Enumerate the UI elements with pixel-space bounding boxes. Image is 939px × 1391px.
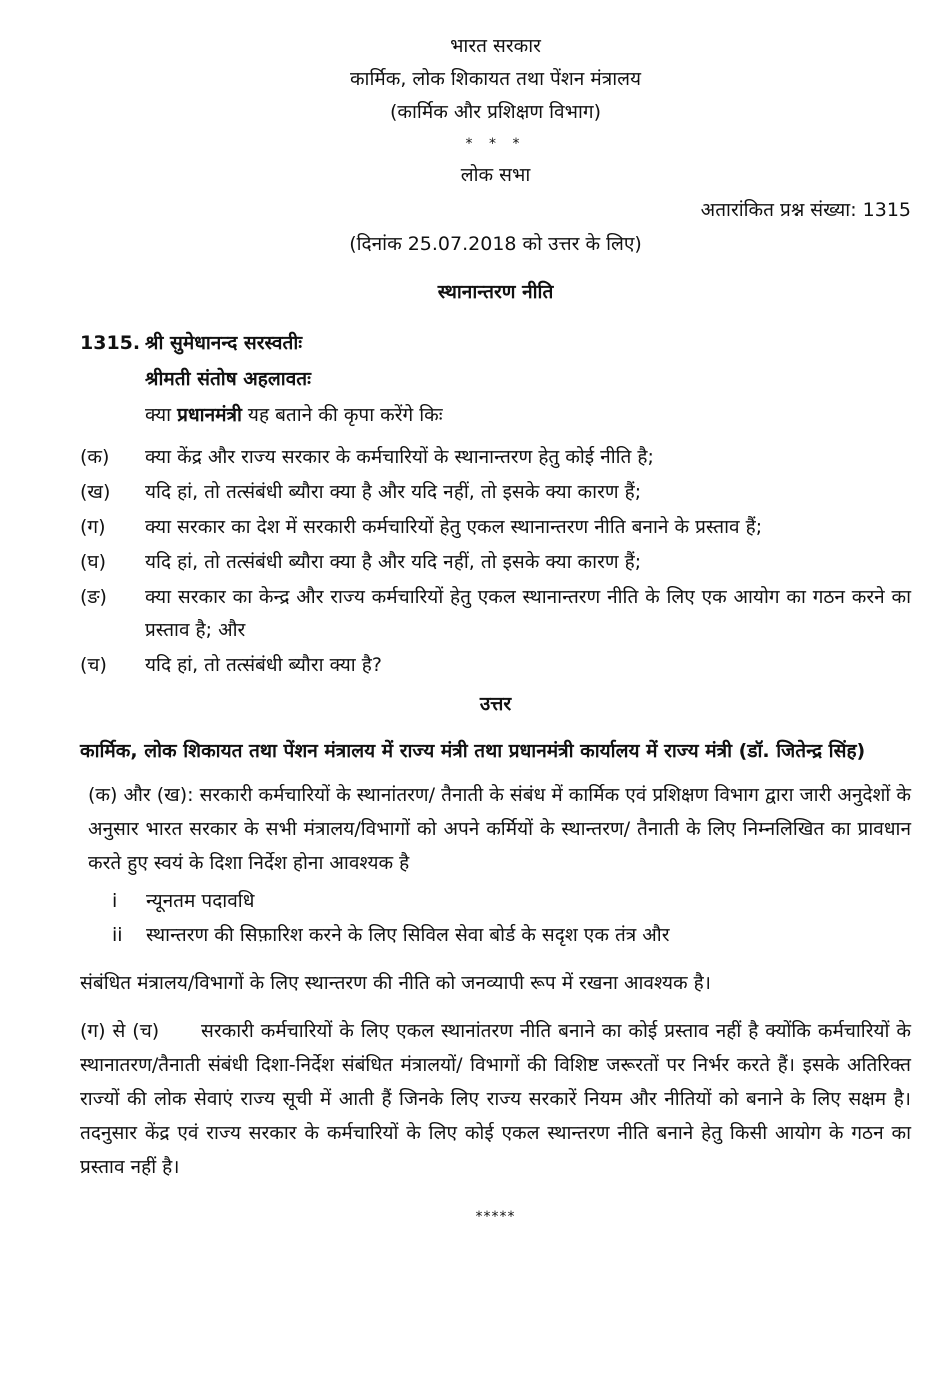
answer-paragraph-3: (ग) से (च) सरकारी कर्मचारियों के लिए एकल स्थानांतरण नीति बनाने का कोई प्रस्ताव नहीं है क्योंकि कर्मचारियों के स्थानातरण/तैनाती संबंधी दिशा-निर्देश संबंधित मंत्रालयों/ विभागों की विशिष्ट जरूरतों पर निर्भर करते हैं। इसके अतिरिक्त राज्यों की लोक सेवाएं राज्य सूची में आती हैं जिनके लिए राज्य सरकारें नियम और नीतियों को बनाने के लिए सक्षम है। तदनुसार केंद्र एवं राज्य सरकार के कर्मचारियों के लिए कोई एकल स्थान्तरण नीति बनाने हेतु किसी आयोग के गठन का प्रस्ताव नहीं है। [80, 1020, 918, 1178]
list-item [112, 918, 911, 952]
part-text: क्या केंद्र और राज्य सरकार के कर्मचारियों के स्थानान्तरण हेतु कोई नीति है; [145, 446, 654, 468]
question-part [80, 649, 911, 682]
question-intro: क्या प्रधानमंत्री यह बताने की कृपा करेंगे किः [145, 404, 443, 426]
question-part [80, 546, 911, 579]
answer-paragraph-2: संबंधित मंत्रालय/विभागों के लिए स्थान्तरण की नीति को जनव्यापी रूप में रखना आवश्यक है। [80, 972, 711, 994]
member-name-1: श्री सुमेधानन्द सरस्वतीः [145, 332, 303, 354]
part-text: यदि हां, तो तत्संबंधी ब्यौरा क्या है और यदि नहीं, तो इसके क्या कारण हैं; [145, 481, 642, 503]
answer-date-line: (दिनांक 25.07.2018 को उत्तर के लिए) [349, 233, 642, 255]
part-text: यदि हां, तो तत्संबंधी ब्यौरा क्या है? [145, 654, 382, 676]
government-title: भारत सरकार [450, 35, 541, 57]
minister-name: कार्मिक, लोक शिकायत तथा पेंशन मंत्रालय में राज्य मंत्री तथा प्रधानमंत्री कार्यालय में राज्य मंत्री (डॉ. जितेन्द्र सिंह) [80, 740, 866, 762]
department-title: (कार्मिक और प्रशिक्षण विभाग) [389, 101, 601, 123]
part-label: (ख) [80, 481, 111, 503]
list-item [112, 884, 911, 918]
ministry-title: कार्मिक, लोक शिकायत तथा पेंशन मंत्रालय [349, 68, 642, 90]
list-text: न्यूनतम पदावधि [146, 890, 255, 912]
question-part [80, 476, 911, 509]
question-part [80, 441, 911, 474]
part-text: यदि हां, तो तत्संबंधी ब्यौरा क्या है और यदि नहीं, तो इसके क्या कारण हैं; [145, 551, 642, 573]
question-part [80, 581, 911, 647]
member-name-2: श्रीमती संतोष अहलावतः [145, 368, 311, 390]
part-text: क्या सरकार का देश में सरकारी कर्मचारियों हेतु एकल स्थानान्तरण नीति बनाने के प्रस्ताव हैं; [145, 516, 763, 538]
part-label: (घ) [80, 551, 107, 573]
document-header [0, 30, 939, 192]
answer-heading: उत्तर [479, 693, 512, 715]
subject-title: स्थानान्तरण नीति [437, 281, 554, 303]
question-number: 1315. [80, 332, 141, 354]
question-parts [80, 441, 911, 682]
list-marker: ii [112, 924, 123, 946]
provision-list [112, 884, 911, 952]
answer-paragraph-1: (क) और (ख): सरकारी कर्मचारियों के स्थानांतरण/ तैनाती के संबंध में कार्मिक एवं प्रशिक्षण विभाग द्वारा जारी अनुदेशों के अनुसार भारत सरकार के सभी मंत्रालय/विभागों को अपने कर्मियों के स्थान्तरण/ तैनाती के लिए निम्नलिखित का प्रावधान करते हुए स्वयं के दिशा निर्देश होना आवश्यक है [88, 784, 911, 874]
part-label: (ङ) [80, 586, 107, 608]
part-text: क्या सरकार का केन्द्र और राज्य कर्मचारियों हेतु एकल स्थानान्तरण नीति के लिए एक आयोग का गठन करने का प्रस्ताव है; और [145, 586, 911, 641]
list-text: स्थान्तरण की सिफ़ारिश करने के लिए सिविल सेवा बोर्ड के सदृश एक तंत्र और [146, 924, 670, 946]
house-name: लोक सभा [460, 164, 531, 186]
question-block [80, 325, 911, 433]
question-number-label: अतारांकित प्रश्न संख्या: 1315 [700, 199, 911, 221]
list-marker: i [112, 890, 118, 912]
end-mark: ***** [475, 1209, 516, 1225]
question-part [80, 511, 911, 544]
part-label: (ग) [80, 516, 106, 538]
part-label: (च) [80, 654, 107, 676]
header-stars: * * * [465, 136, 526, 152]
addressee: प्रधानमंत्री [177, 404, 242, 426]
part-label: (क) [80, 446, 110, 468]
